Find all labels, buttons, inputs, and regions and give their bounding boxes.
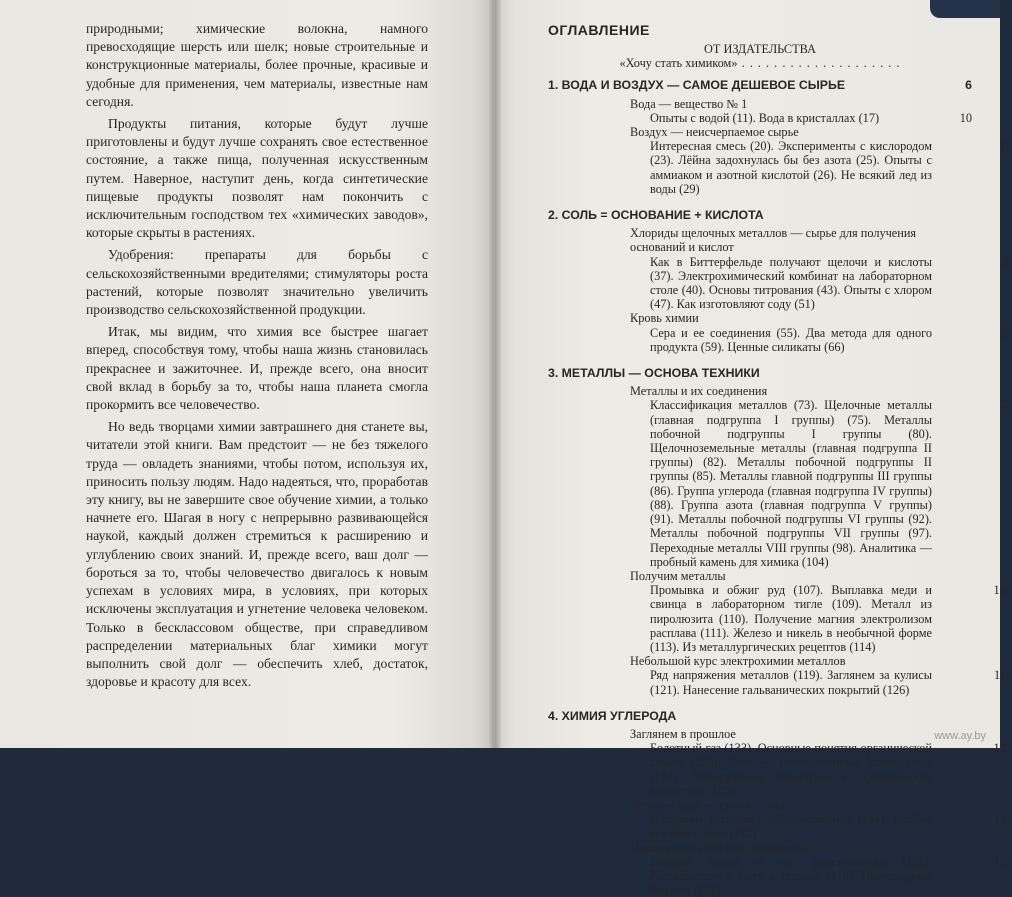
watermark: www.ay.by bbox=[934, 730, 986, 742]
toc-section[interactable]: Некоторые из 800 000 соединений bbox=[630, 840, 810, 855]
toc-section[interactable]: Небольшой курс электрохимии металлов bbox=[630, 654, 846, 669]
paragraph: Итак, мы видим, что химия все быстрее шагает вперед, способствуя тому, чтобы наша жизнь становилась прекраснее и зажиточнее. И, прежде всего, она вносит свой вклад в борьбу за то, чтобы наша планета смогла прокормить все человечество. bbox=[86, 324, 428, 413]
left-page-text bbox=[86, 20, 428, 691]
page-number: 106 bbox=[993, 583, 1012, 598]
toc-chapter-4[interactable]: 4. ХИМИЯ УГЛЕРОДА bbox=[548, 708, 677, 723]
page-number: 6 bbox=[965, 78, 972, 93]
toc-chapter-3[interactable]: 3. МЕТАЛЛЫ — ОСНОВА ТЕХНИКИ bbox=[548, 366, 760, 381]
toc-subsections: Как в Биттерфельде получают щелочи и кислоты (37). Электрохимический комбинат на лабораторном столе (40). Основы титрования (43). Опыты с хлором (47). Как изготовляют соду (51) 36 bbox=[650, 254, 1012, 312]
paragraph: природными; химические волокна, намного превосходящие шерсть или шелк; новые строительные и конструкционные материалы, более прочные, красивые и удобные для применения, чем материалы, известные нам сегодня. bbox=[86, 21, 428, 109]
toc-preface-subtitle: «Хочу стать химиком» . . . . . . . . . . . . . . . . . . . . bbox=[619, 56, 901, 71]
toc-subsections: Промывка и обжиг руд (107). Выплавка меди и свинца в лабораторном тигле (109). Металл из пиролюзита (110). Получение магния электролизом расплава (111). Железо и никель в необычной форме (113). Из металлургических рецептов (114) 106 bbox=[650, 583, 1012, 654]
toc-section[interactable]: Хлориды щелочных металлов — сырье для получения оснований и кислот bbox=[630, 226, 917, 255]
toc-section[interactable]: Вода — вещество № 1 bbox=[630, 96, 748, 111]
toc-subsections: Опыты с водой (11). Вода в кристаллах (17) bbox=[650, 110, 880, 125]
paragraph: Продукты питания, которые будут лучше приготовлены и будут лучше сохранять свое естественное состояние, а также пища, полученная искусственным путем. Наверное, наступит день, когда синтетические пищевые продукты позволят нам покончить с исключительным господством тех «химических заводов», которые скрыты в растениях. bbox=[86, 116, 428, 241]
toc-subsections: Сера и ее соединения (55). Два метода для одного продукта (59). Ценные силикаты (66) 55 bbox=[650, 325, 1012, 354]
page-number: 19 bbox=[999, 139, 1012, 154]
toc-chapter-2[interactable]: 2. СОЛЬ = ОСНОВАНИЕ + КИСЛОТА bbox=[548, 208, 764, 223]
toc-section[interactable]: Получим металлы bbox=[630, 568, 726, 583]
toc-subsections: Построим установку полукоксования (144). Карбид все еще нужен (152) 143 bbox=[650, 812, 1012, 841]
page-number: 132 bbox=[993, 741, 1012, 756]
toc-subsections: Интересная смесь (20). Эксперименты с кислородом (23). Лёйна задохнулась бы без азота (25). Опыты с аммиаком и азотной кислотой (26). Не всякий лед из воды (29) 19 bbox=[650, 139, 1012, 196]
toc-subsections: Винный спирт и его родственники (156). Растворители в быту и технике (170). Производные бензола (175) 155 bbox=[650, 854, 1012, 897]
toc-subsections: Ряд напряжения металлов (119). Заглянем за кулисы (121). Нанесение гальванических покрытий (126) 119 bbox=[650, 668, 1012, 697]
toc-subsections: Болотный газ (133). Основные понятия органической химии (135). Этен — ненасыщенный углеводород (137). Обнаружение элементов в органических веществах (140) 132 bbox=[650, 741, 1012, 798]
toc-section[interactable]: Уголь — кокс — смола — газ bbox=[630, 797, 785, 812]
toc-chapter-1[interactable]: 1. ВОДА И ВОЗДУХ — САМОЕ ДЕШЕВОЕ СЫРЬЕ 6 bbox=[548, 78, 972, 93]
background-corner bbox=[930, 0, 1000, 18]
paragraph: Но ведь творцами химии завтрашнего дня станете вы, читатели этой книги. Вам предстоит — не без тяжелого труда — овладеть знаниями, чтобы потом, используя их, приносить пользу людям. Надо надеяться, что, проработав эту книгу, вы не завершите свое обучение химии, а только начнете его. Шагая в ногу с непрерывно развивающейся наукой, каждый должен стремиться к расширению и углублению своих знаний. И, прежде всего, ваш долг — бороться за то, чтобы человечество двигалось к новым успехам в условиях мира, в условиях, при которых исключены эксплуатация и угнетение человека человеком. Только в бесклассовом обществе, при справедливом распределении материальных благ химики могут выполнить свой долг — обеспечить хлеб, достаток, здоровье и красоту для всех. bbox=[86, 419, 428, 690]
toc-section[interactable]: Заглянем в прошлое bbox=[630, 726, 736, 741]
page-number: 155 bbox=[993, 854, 1012, 869]
toc-section[interactable]: Кровь химии bbox=[630, 311, 699, 326]
page-number: 36 bbox=[999, 254, 1012, 269]
page-number: 55 bbox=[999, 325, 1012, 340]
toc-preface-heading: ОТ ИЗДАТЕЛЬСТВА bbox=[704, 42, 816, 56]
paragraph: Удобрения: препараты для борьбы с сельскохозяйственными вредителями; стимуляторы роста растений, которые позволят значительно увеличить производство сельскохозяйственной продукции. bbox=[86, 247, 428, 318]
page-number: 72 bbox=[999, 398, 1012, 413]
toc-title: ОГЛАВЛЕНИЕ bbox=[548, 22, 650, 38]
book-gutter bbox=[488, 0, 502, 748]
toc-section[interactable]: Воздух — неисчерпаемое сырье bbox=[630, 125, 799, 140]
page-number: 10 bbox=[959, 111, 972, 126]
table-of-contents bbox=[548, 42, 1012, 897]
page-number: 143 bbox=[993, 812, 1012, 827]
page-number: 119 bbox=[994, 668, 1012, 683]
toc-section[interactable]: Металлы и их соединения bbox=[630, 384, 768, 399]
toc-subsections: Классификация металлов (73). Щелочные металлы (главная подгруппа I группы) (75). Металлы побочной подгруппы I группы (80). Щелочноземельные металлы (главная подгруппа II группы) (82). Металлы побочной подгруппы II группы (85). Металлы главной подгруппы III группы (86). Группа углерода (главная подгруппа IV группы) (88). Группа азота (главная подгруппа V группы) (91). Металлы побочной подгруппы VI группы (92). Металлы побочной подгруппы VII группы (97). Переходные металлы VIII группы (98). Аналитика — пробный камень для химика (104) 72 bbox=[650, 398, 1012, 569]
